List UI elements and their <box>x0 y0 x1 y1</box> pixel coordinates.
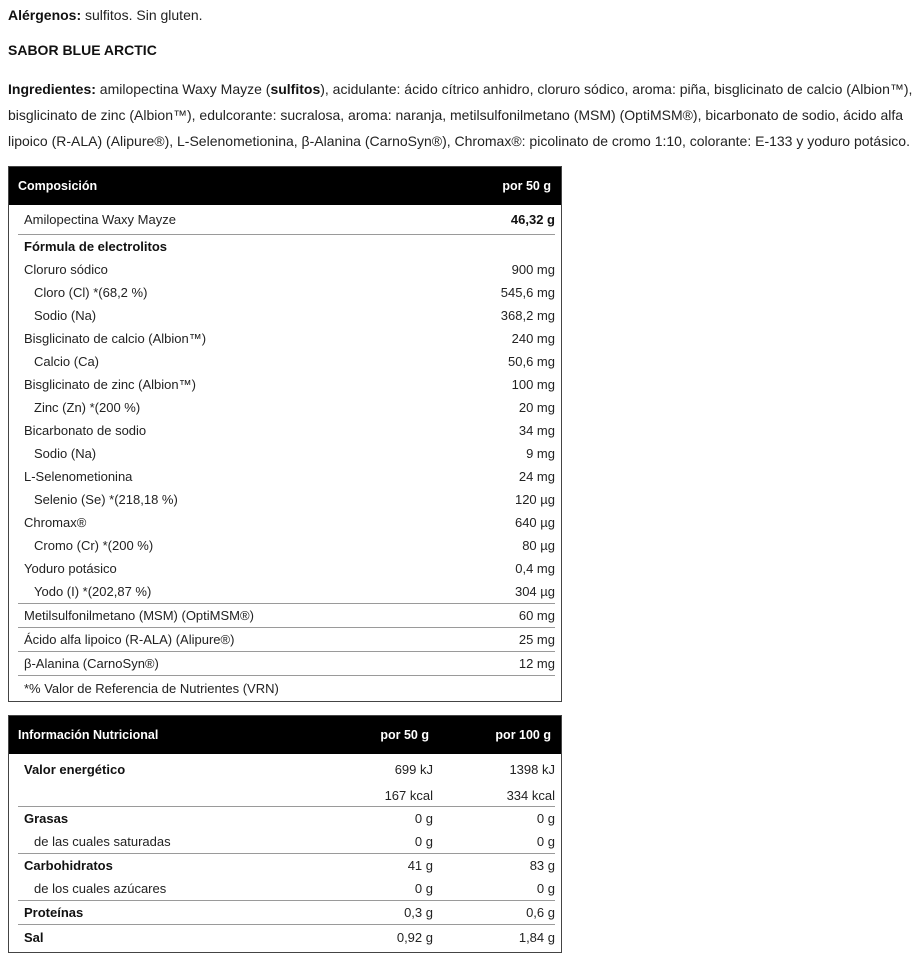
row-value-100: 0 g <box>536 811 555 826</box>
table-row <box>18 754 555 784</box>
row-value: 304 µg <box>514 584 555 599</box>
allergens-line <box>8 2 913 28</box>
table-row <box>18 281 555 304</box>
flavor-title: SABOR BLUE ARCTIC <box>8 42 157 58</box>
row-label: Sodio (Na) <box>34 308 97 323</box>
row-label: Valor energético <box>24 761 126 777</box>
row-value: 25 mg <box>518 632 555 647</box>
table-row <box>18 830 555 854</box>
table-row <box>18 628 555 652</box>
table-row <box>18 304 555 327</box>
nutrition-header <box>9 716 561 754</box>
row-label: Metilsulfonilmetano (MSM) (OptiMSM®) <box>24 608 254 623</box>
row-label: Cloruro sódico <box>24 262 108 277</box>
row-value: 240 mg <box>511 331 555 346</box>
table-row <box>18 419 555 442</box>
row-value: 24 mg <box>518 469 555 484</box>
row-value-100: 1,84 g <box>518 929 555 945</box>
row-value-100: 334 kcal <box>506 787 555 803</box>
row-value-50: 41 g <box>407 858 433 873</box>
nutrition-table <box>8 715 562 953</box>
ingredients-allergen-bold: sulfitos <box>270 81 321 97</box>
row-value-50: 0 g <box>414 811 433 826</box>
table-row <box>18 258 555 281</box>
table-row <box>18 925 555 949</box>
row-value-50: 0 g <box>414 881 433 896</box>
row-value: 20 mg <box>518 400 555 415</box>
row-value-50: 0,3 g <box>404 905 433 920</box>
row-label: Selenio (Se) *(218,18 %) <box>34 492 178 507</box>
table-row <box>18 807 555 830</box>
row-value: 640 µg <box>514 515 555 530</box>
nutrition-header-col1: por 50 g <box>380 728 429 742</box>
table-row <box>18 488 555 511</box>
row-value-100: 0,6 g <box>526 905 555 920</box>
row-value: 100 mg <box>511 377 555 392</box>
row-value: 900 mg <box>511 262 555 277</box>
row-value-50: 699 kJ <box>394 761 433 777</box>
row-value: 368,2 mg <box>500 308 555 323</box>
row-value-50: 167 kcal <box>384 787 433 803</box>
table-row <box>18 511 555 534</box>
composition-header-value: por 50 g <box>502 179 551 193</box>
row-label: Proteínas <box>24 905 84 920</box>
table-row <box>18 557 555 580</box>
row-label: β-Alanina (CarnoSyn®) <box>24 656 159 671</box>
ingredients-text-2: ), acidulante: ácido cítrico anhidro, cloruro sódico, aroma: piña, bisglicinato de calcio (Albion™), bisglicinato de zinc (Albion™), edulcorante: sucralosa, aroma: naranja, metilsulfonilmetano (MSM) (OptiMSM®), bicarbonato de sodio, ácido alfa lipoico (R-ALA) (Alipure®), L-Selenometionina, β-Alanina (CarnoSyn®), Chromax®: picolinato de cromo 1:10, colorante: E-133 y yoduro potásico. <box>8 81 913 149</box>
table-row <box>18 396 555 419</box>
row-value-100: 0 g <box>536 881 555 896</box>
ingredients-text-1: amilopectina Waxy Mayze ( <box>95 81 271 97</box>
row-label: de las cuales saturadas <box>34 834 171 849</box>
composition-body <box>18 205 555 700</box>
table-row <box>18 534 555 557</box>
row-label: Sal <box>24 929 44 945</box>
row-label: Bicarbonato de sodio <box>24 423 147 438</box>
row-value: 60 mg <box>518 608 555 623</box>
row-label: Bisglicinato de zinc (Albion™) <box>24 377 196 392</box>
table-row <box>18 784 555 807</box>
row-value-50: 0 g <box>414 834 433 849</box>
row-label: Yoduro potásico <box>24 561 117 576</box>
row-label: Carbohidratos <box>24 858 113 873</box>
row-value: 12 mg <box>518 656 555 671</box>
row-label: Cromo (Cr) *(200 %) <box>34 538 154 553</box>
table-row <box>18 205 555 235</box>
row-value: 34 mg <box>518 423 555 438</box>
row-label: Bisglicinato de calcio (Albion™) <box>24 331 207 346</box>
table-row <box>18 350 555 373</box>
row-value: 545,6 mg <box>500 285 555 300</box>
row-label: Fórmula de electrolitos <box>24 239 168 254</box>
nutrition-header-col2: por 100 g <box>495 728 551 742</box>
row-label: Grasas <box>24 811 69 826</box>
row-value-50: 0,92 g <box>396 929 433 945</box>
composition-header-label: Composición <box>18 179 98 193</box>
row-label: Calcio (Ca) <box>34 354 100 369</box>
table-row <box>18 235 555 258</box>
table-footnote <box>18 676 555 700</box>
table-row <box>18 854 555 877</box>
row-label: Yodo (I) *(202,87 %) <box>34 584 152 599</box>
row-value: 120 µg <box>514 492 555 507</box>
table-row <box>18 580 555 604</box>
row-label: Chromax® <box>24 515 87 530</box>
ingredients-label: Ingredientes: <box>8 81 96 97</box>
table-row <box>18 877 555 901</box>
table-row <box>18 465 555 488</box>
row-value-100: 0 g <box>536 834 555 849</box>
row-value: 50,6 mg <box>508 354 555 369</box>
allergens-text: sulfitos. Sin gluten. <box>81 7 203 23</box>
row-label: Sodio (Na) <box>34 446 97 461</box>
ingredients-paragraph <box>8 76 913 154</box>
row-value: 80 µg <box>522 538 555 553</box>
row-label: *% Valor de Referencia de Nutrientes (VRN) <box>24 680 279 696</box>
row-value: 9 mg <box>526 446 555 461</box>
table-row <box>18 604 555 628</box>
row-label: L-Selenometionina <box>24 469 133 484</box>
nutrition-body <box>18 754 555 949</box>
row-label: Ácido alfa lipoico (R-ALA) (Alipure®) <box>24 632 235 647</box>
row-label: Amilopectina Waxy Mayze <box>24 212 176 227</box>
row-value-100: 1398 kJ <box>509 761 555 777</box>
composition-table <box>8 166 562 702</box>
composition-header <box>9 167 561 205</box>
table-row <box>18 652 555 676</box>
table-row <box>18 373 555 396</box>
row-value-100: 83 g <box>529 858 555 873</box>
allergens-label: Alérgenos: <box>8 7 82 23</box>
row-label: Cloro (Cl) *(68,2 %) <box>34 285 148 300</box>
table-row <box>18 327 555 350</box>
row-value: 46,32 g <box>510 212 555 227</box>
table-row <box>18 442 555 465</box>
row-value: 0,4 mg <box>515 561 555 576</box>
table-row <box>18 901 555 925</box>
row-label: Zinc (Zn) *(200 %) <box>34 400 141 415</box>
row-label: de los cuales azúcares <box>34 881 167 896</box>
nutrition-header-label: Información Nutricional <box>18 728 159 742</box>
